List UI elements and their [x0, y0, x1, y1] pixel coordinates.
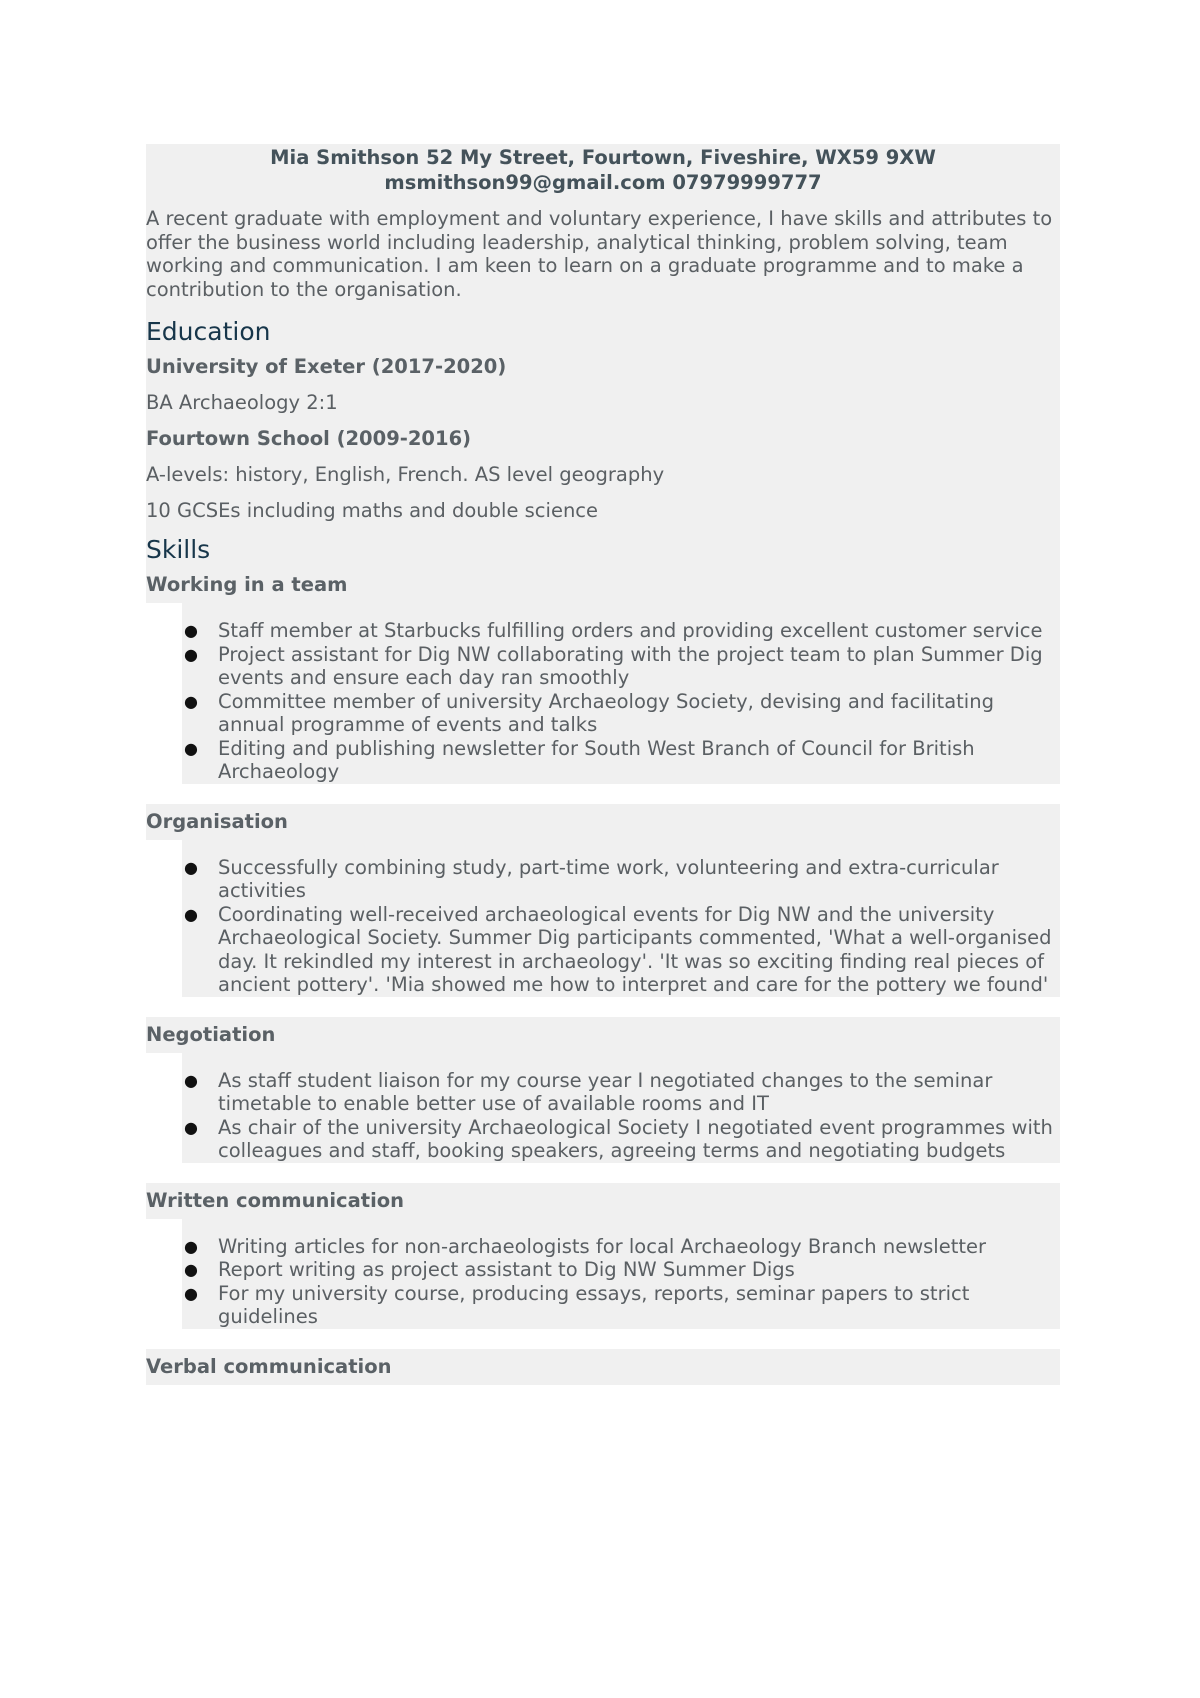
skill-title: Negotiation [146, 1022, 276, 1046]
list-item: ● Staff member at Starbucks fulfilling orders and providing excellent customer service [184, 619, 1043, 642]
bullet-icon: ● [184, 644, 198, 664]
list-item: ● As staff student liaison for my course year I negotiated changes to the seminar timetable to enable better use of available rooms and IT [184, 1068, 993, 1115]
bullet-icon: ● [184, 1117, 198, 1137]
skill-list [146, 840, 1060, 997]
bullet-icon: ● [184, 1260, 198, 1279]
header-name-address: Mia Smithson 52 My Street, Fourtown, Fiveshire, WX59 9XW [270, 146, 936, 169]
skill-title: Organisation [146, 809, 288, 833]
education-heading: Education [146, 317, 271, 346]
list-item: ● Report writing as project assistant to Dig NW Summer Digs [184, 1258, 795, 1281]
skill-list [146, 1219, 1060, 1329]
education-entry-detail: 10 GCSEs including maths and double science [146, 499, 599, 522]
skills-section [146, 529, 1060, 567]
cv-header [146, 144, 1060, 195]
education-entry-title: University of Exeter (2017-2020) [146, 355, 507, 378]
bullet-icon: ● [184, 621, 198, 640]
education-entry-detail: A-levels: history, English, French. AS level geography [146, 463, 665, 486]
list-item: ● Committee member of university Archaeology Society, devising and facilitating annual programme of events and talks [184, 689, 994, 736]
skills-heading: Skills [146, 535, 211, 564]
bullet-icon: ● [184, 738, 198, 758]
bullet-icon: ● [184, 857, 198, 877]
profile-summary: A recent graduate with employment and voluntary experience, I have skills and attributes to offer the business world including leadership, analytical thinking, problem solving, team working and communication. I am keen to learn on a graduate programme and to make a contribution to the organisation. [146, 207, 1053, 301]
skill-list [146, 603, 1060, 784]
skill-title: Written communication [146, 1188, 405, 1212]
bullet-icon: ● [184, 1283, 198, 1303]
bullet-icon: ● [184, 904, 198, 924]
education-entry-title: Fourtown School (2009-2016) [146, 427, 472, 450]
header-contact: msmithson99@gmail.com 07979999777 [384, 171, 822, 194]
bullet-icon: ● [184, 1070, 198, 1090]
list-item: ● As chair of the university Archaeological Society I negotiated event programmes with colleagues and staff, booking speakers, agreeing terms and negotiating budgets [184, 1115, 1053, 1162]
bullet-icon: ● [184, 691, 198, 711]
skill-title: Working in a team [146, 573, 348, 596]
list-item: ● Coordinating well-received archaeological events for Dig NW and the university Archaeological Society. Summer Dig participants commented, 'What a well-organised day. It rekindled my interest in archaeology'. 'It was so exciting finding real pieces of ancient pottery'. 'Mia showed me how to interpret and care for the pottery we found' [184, 902, 1052, 996]
list-item: ● Editing and publishing newsletter for South West Branch of Council for British Archaeology [184, 736, 975, 783]
bullet-icon: ● [184, 1236, 198, 1256]
list-item: ● Writing articles for non-archaeologists for local Archaeology Branch newsletter [184, 1234, 987, 1258]
skill-list [146, 1053, 1060, 1163]
education-entry-detail: BA Archaeology 2:1 [146, 391, 338, 414]
list-item: ● Project assistant for Dig NW collaborating with the project team to plan Summer Dig events and ensure each day ran smoothly [184, 642, 1043, 689]
skill-title: Verbal communication [146, 1354, 392, 1378]
list-item: ● Successfully combining study, part-time work, volunteering and extra-curricular activities [184, 855, 999, 902]
education-section [146, 311, 1060, 529]
list-item: ● For my university course, producing essays, reports, seminar papers to strict guidelines [184, 1281, 970, 1328]
cv-content [146, 144, 1060, 1385]
